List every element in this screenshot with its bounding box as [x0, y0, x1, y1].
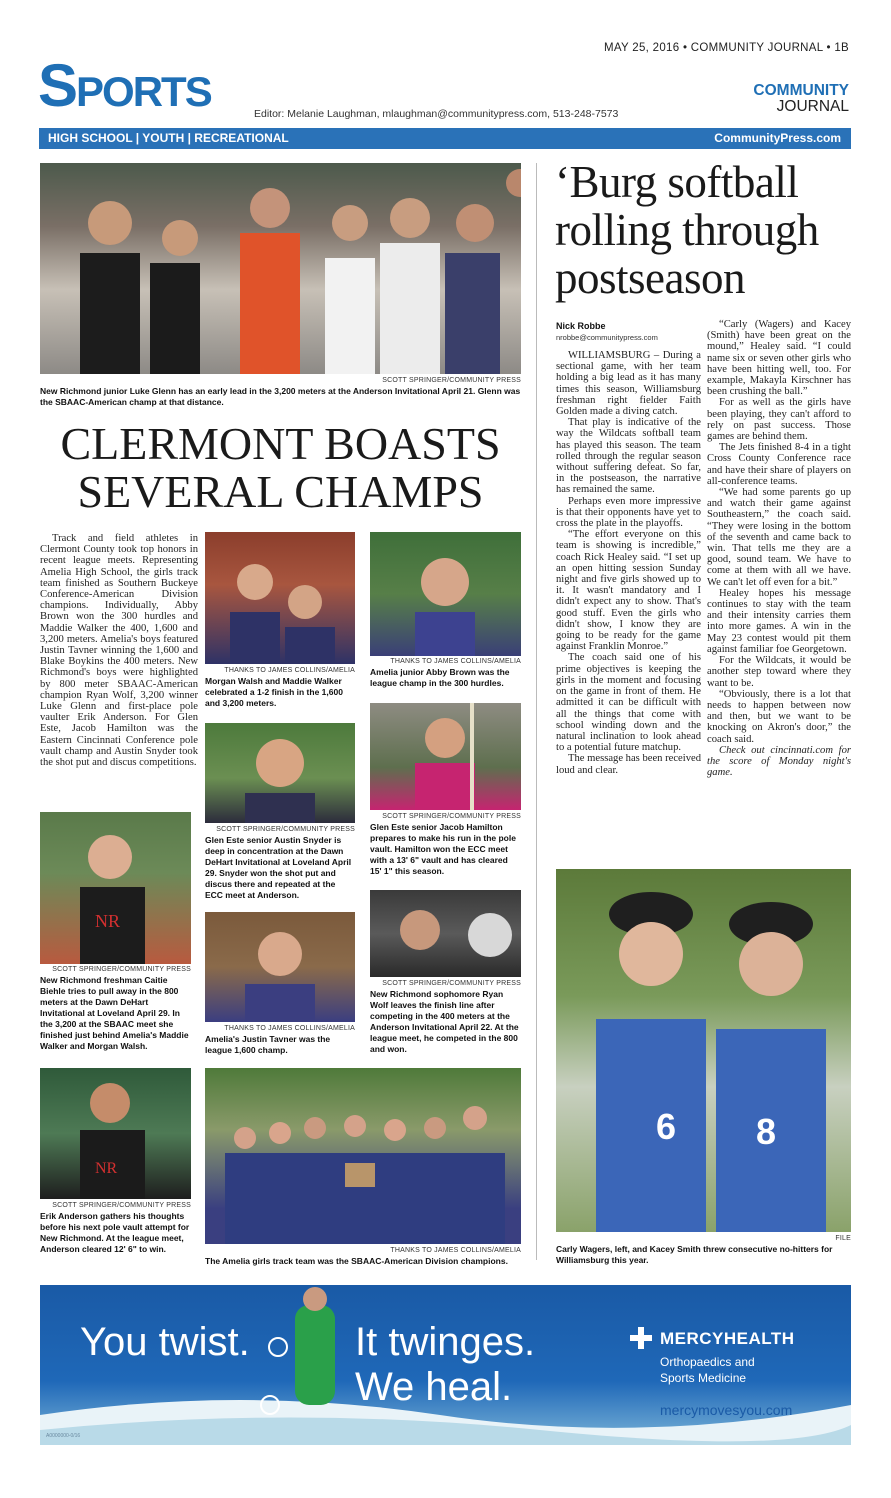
team-caption: The Amelia girls track team was the SBAAC-American Division champions. [205, 1256, 508, 1266]
brand-logo [753, 83, 849, 115]
ad-url[interactable]: mercymovesyou.com [660, 1402, 793, 1418]
ad-code: A0000000-0/16 [46, 1433, 81, 1439]
byline-email: nrobbe@communitypress.com [556, 333, 658, 342]
headline-line-1: CLERMONT BOASTS [60, 418, 501, 469]
hamilton-caption: Glen Este senior Jacob Hamilton prepares to make his run in the pole vault. Hamilton won the ECC meet with a 13' 6" vault and has cleared 15' 1" this season. [370, 822, 516, 876]
snyder-caption: Glen Este senior Austin Snyder is deep in concentration at the Dawn DeHart Invitational at Loveland April 29. Snyder won the shot put and discus there and repeated at the ECC meet at Anderson. [205, 835, 352, 900]
anderson-credit: SCOTT SPRINGER/COMMUNITY PRESS [52, 1202, 191, 1209]
biehle-credit: SCOTT SPRINGER/COMMUNITY PRESS [52, 966, 191, 973]
ad-line-3: We heal. [355, 1365, 513, 1409]
tavner-caption: Amelia's Justin Tavner was the league 1,600 champ. [205, 1034, 331, 1055]
photo-wagers-smith [556, 869, 851, 1232]
brand-bottom: JOURNAL [776, 98, 849, 115]
wolf-credit: SCOTT SPRINGER/COMMUNITY PRESS [382, 980, 521, 987]
mercyhealth-ad[interactable] [40, 1285, 851, 1445]
side-headline: ‘Burg softball rolling through postseason [555, 157, 819, 303]
photo-caitie-biehle [40, 812, 191, 964]
side-paragraph: For the Wildcats, it would be another step toward where they want to be. [707, 655, 851, 689]
main-story-paragraph: Track and field athletes in Clermont County took top honors in recent league meets. Representing Amelia High School, the girls track team finished as Southern Buckeye Conference-American Division champions. Individually, Abby Brown won the 300 hurdles and Maddie Walker the 400, 1,600 and 3,200 meters. Amelia's boys featured Justin Tavner winning the 1,600 and Blake Boykins the 400 meters. New Richmond's boys were highlighted by 800 meter SBAAC-American champion Ryan Wolf, 3,200 winner Luke Glenn and first-place pole vaulter Erik Anderson. For Glen Este, Jacob Hamilton was the Eastern Cincinnati Conference pole vault champ and Austin Snyder took the shot put and discus competitions. [40, 533, 198, 769]
dateline: MAY 25, 2016 • COMMUNITY JOURNAL • 1B [604, 42, 849, 54]
photo-walsh-walker [205, 532, 355, 664]
nav-bar [39, 128, 851, 149]
team-credit: THANKS TO JAMES COLLINS/AMELIA [390, 1247, 521, 1254]
svg-text:8: 8 [756, 1111, 777, 1152]
svg-text:NR: NR [95, 1160, 118, 1177]
headline-line-2: SEVERAL CHAMPS [77, 466, 484, 517]
snyder-credit: SCOTT SPRINGER/COMMUNITY PRESS [216, 826, 355, 833]
ad-service-1: Orthopaedics and [660, 1355, 755, 1369]
mercy-cross-icon [630, 1327, 652, 1349]
lead-photo-caption: New Richmond junior Luke Glenn has an early lead in the 3,200 meters at the Anderson Invitational April 21. Glenn was the SBAAC-American champ at that distance. [40, 386, 521, 407]
svg-text:6: 6 [656, 1106, 677, 1147]
photo-ryan-wolf [370, 890, 521, 977]
photo-austin-snyder [205, 723, 355, 823]
side-story-col-1 [556, 350, 701, 776]
wolf-caption: New Richmond sophomore Ryan Wolf leaves the finish line after competing in the 400 meters at the Anderson Invitational April 22. At the league meet, he competed in the 800 and won. [370, 989, 519, 1054]
side-paragraph: Perhaps even more impressive is that their opponents have yet to cross the plate in the playoffs. [556, 495, 701, 530]
walsh-walker-credit: THANKS TO JAMES COLLINS/AMELIA [224, 667, 355, 674]
ad-service-2: Sports Medicine [660, 1371, 747, 1385]
photo-abby-brown [370, 532, 521, 656]
main-headline [40, 420, 521, 516]
ad-line-1: You twist. [80, 1320, 250, 1364]
tavner-credit: THANKS TO JAMES COLLINS/AMELIA [224, 1025, 355, 1032]
site-link[interactable]: CommunityPress.com [714, 131, 841, 145]
side-paragraph: The Jets finished 8-4 in a tight Cross County Conference race and have their share of players on all-conference teams. [707, 442, 851, 487]
section-title: Sports [38, 52, 211, 119]
side-paragraph: Healey hopes his message continues to stay with the team and their intensity carries them into more games. A win in the May 23 contest would pit them against familiar foe Georgetown. [707, 587, 851, 655]
byline: Nick Robbe [556, 321, 606, 331]
side-paragraph: The coach said one of his prime objectives is keeping the girls in the moment and focusing on the game in front of them. He admitted it can be difficult with all the things that come with school winding down and the natural inclination to look ahead to a potential future matchup. [556, 652, 701, 754]
side-paragraph: “Carly (Wagers) and Kacey (Smith) have been great on the mound,” Healey said. “I could name six or seven other girls who have been hitting well, too. For example, Makayla Kirschner has been crushing the ball.” [707, 319, 851, 398]
side-story-col-2 [707, 319, 851, 778]
photo-erik-anderson [40, 1068, 191, 1199]
side-paragraph: That play is indicative of the way the Wildcats softball team has played this season. The team rolled through the regular season without suffering defeat. So far, in the postseason, the narrative has remained the same. [556, 417, 701, 496]
abby-brown-credit: THANKS TO JAMES COLLINS/AMELIA [390, 658, 521, 665]
photo-jacob-hamilton [370, 703, 521, 810]
side-paragraph: “Obviously, there is a lot that needs to happen between now and then, but we want to be knocking on Akron's door,” the coach said. [707, 688, 851, 745]
column-divider [536, 163, 537, 1260]
photo-justin-tavner [205, 912, 355, 1022]
anderson-caption: Erik Anderson gathers his thoughts before his next pole vault attempt for New Richmond. At the league meet, Anderson cleared 12' 6" to win. [40, 1211, 190, 1254]
side-tagline: Check out cincinnati.com for the score of Monday night's game. [707, 744, 851, 779]
ad-brand: MERCYHEALTH [660, 1329, 795, 1348]
brand-top: COMMUNITY [753, 82, 849, 99]
ad-line-2: It twinges. [355, 1320, 536, 1364]
lead-photo-credit: SCOTT SPRINGER/COMMUNITY PRESS [382, 377, 521, 384]
side-paragraph: “We had some parents go up and watch their game against Southeastern,” the coach said. “They were losing in the bottom of the seventh and came back to win. That tells me they are a good, sound team. We have to come at them with all we have. We can't let off even for a bit.” [707, 487, 851, 588]
side-paragraph: “The effort everyone on this team is showing is incredible,” coach Rick Healey said. “I set up an open hitting session Sunday night and five girls showed up to it. It wasn't mandatory and I didn't expect any to show. That's good stuff. Even the girls who didn't show, I know they are going to be ready for the game against Franklin Monroe.” [556, 529, 701, 653]
hamilton-credit: SCOTT SPRINGER/COMMUNITY PRESS [382, 813, 521, 820]
runners-illustration [40, 163, 521, 374]
side-paragraph: For as well as the girls have been playing, they can't afford to rely on past success. Those games are behind them. [707, 397, 851, 443]
wagers-smith-caption: Carly Wagers, left, and Kacey Smith threw consecutive no-hitters for Williamsburg this year. [556, 1244, 833, 1265]
side-paragraph: WILLIAMSBURG – During a sectional game, with her team holding a big lead as it has many times this season, Williamsburg freshman right fielder Faith Golden made a diving catch. [556, 350, 701, 418]
svg-text:NR: NR [95, 911, 121, 931]
editor-line: Editor: Melanie Laughman, mlaughman@communitypress.com, 513-248-7573 [254, 108, 619, 120]
wagers-smith-credit: FILE [835, 1235, 851, 1242]
lead-photo-runners [40, 163, 521, 374]
nav-sections[interactable]: HIGH SCHOOL | YOUTH | RECREATIONAL [48, 131, 289, 145]
side-paragraph: The message has been received loud and clear. [556, 753, 701, 776]
biehle-caption: New Richmond freshman Caitie Biehle tries to pull away in the 800 meters at the Dawn DeHart Invitational at Loveland April 29. In the 3,200 at the SBAAC meet she finished just behind Amelia's Maddie Walker and Morgan Walsh. [40, 975, 189, 1051]
main-story-body [40, 533, 198, 768]
abby-brown-caption: Amelia junior Abby Brown was the league champ in the 300 hurdles. [370, 667, 510, 688]
walsh-walker-caption: Morgan Walsh and Maddie Walker celebrated a 1-2 finish in the 1,600 and 3,200 meters. [205, 676, 343, 708]
photo-amelia-team [205, 1068, 521, 1244]
